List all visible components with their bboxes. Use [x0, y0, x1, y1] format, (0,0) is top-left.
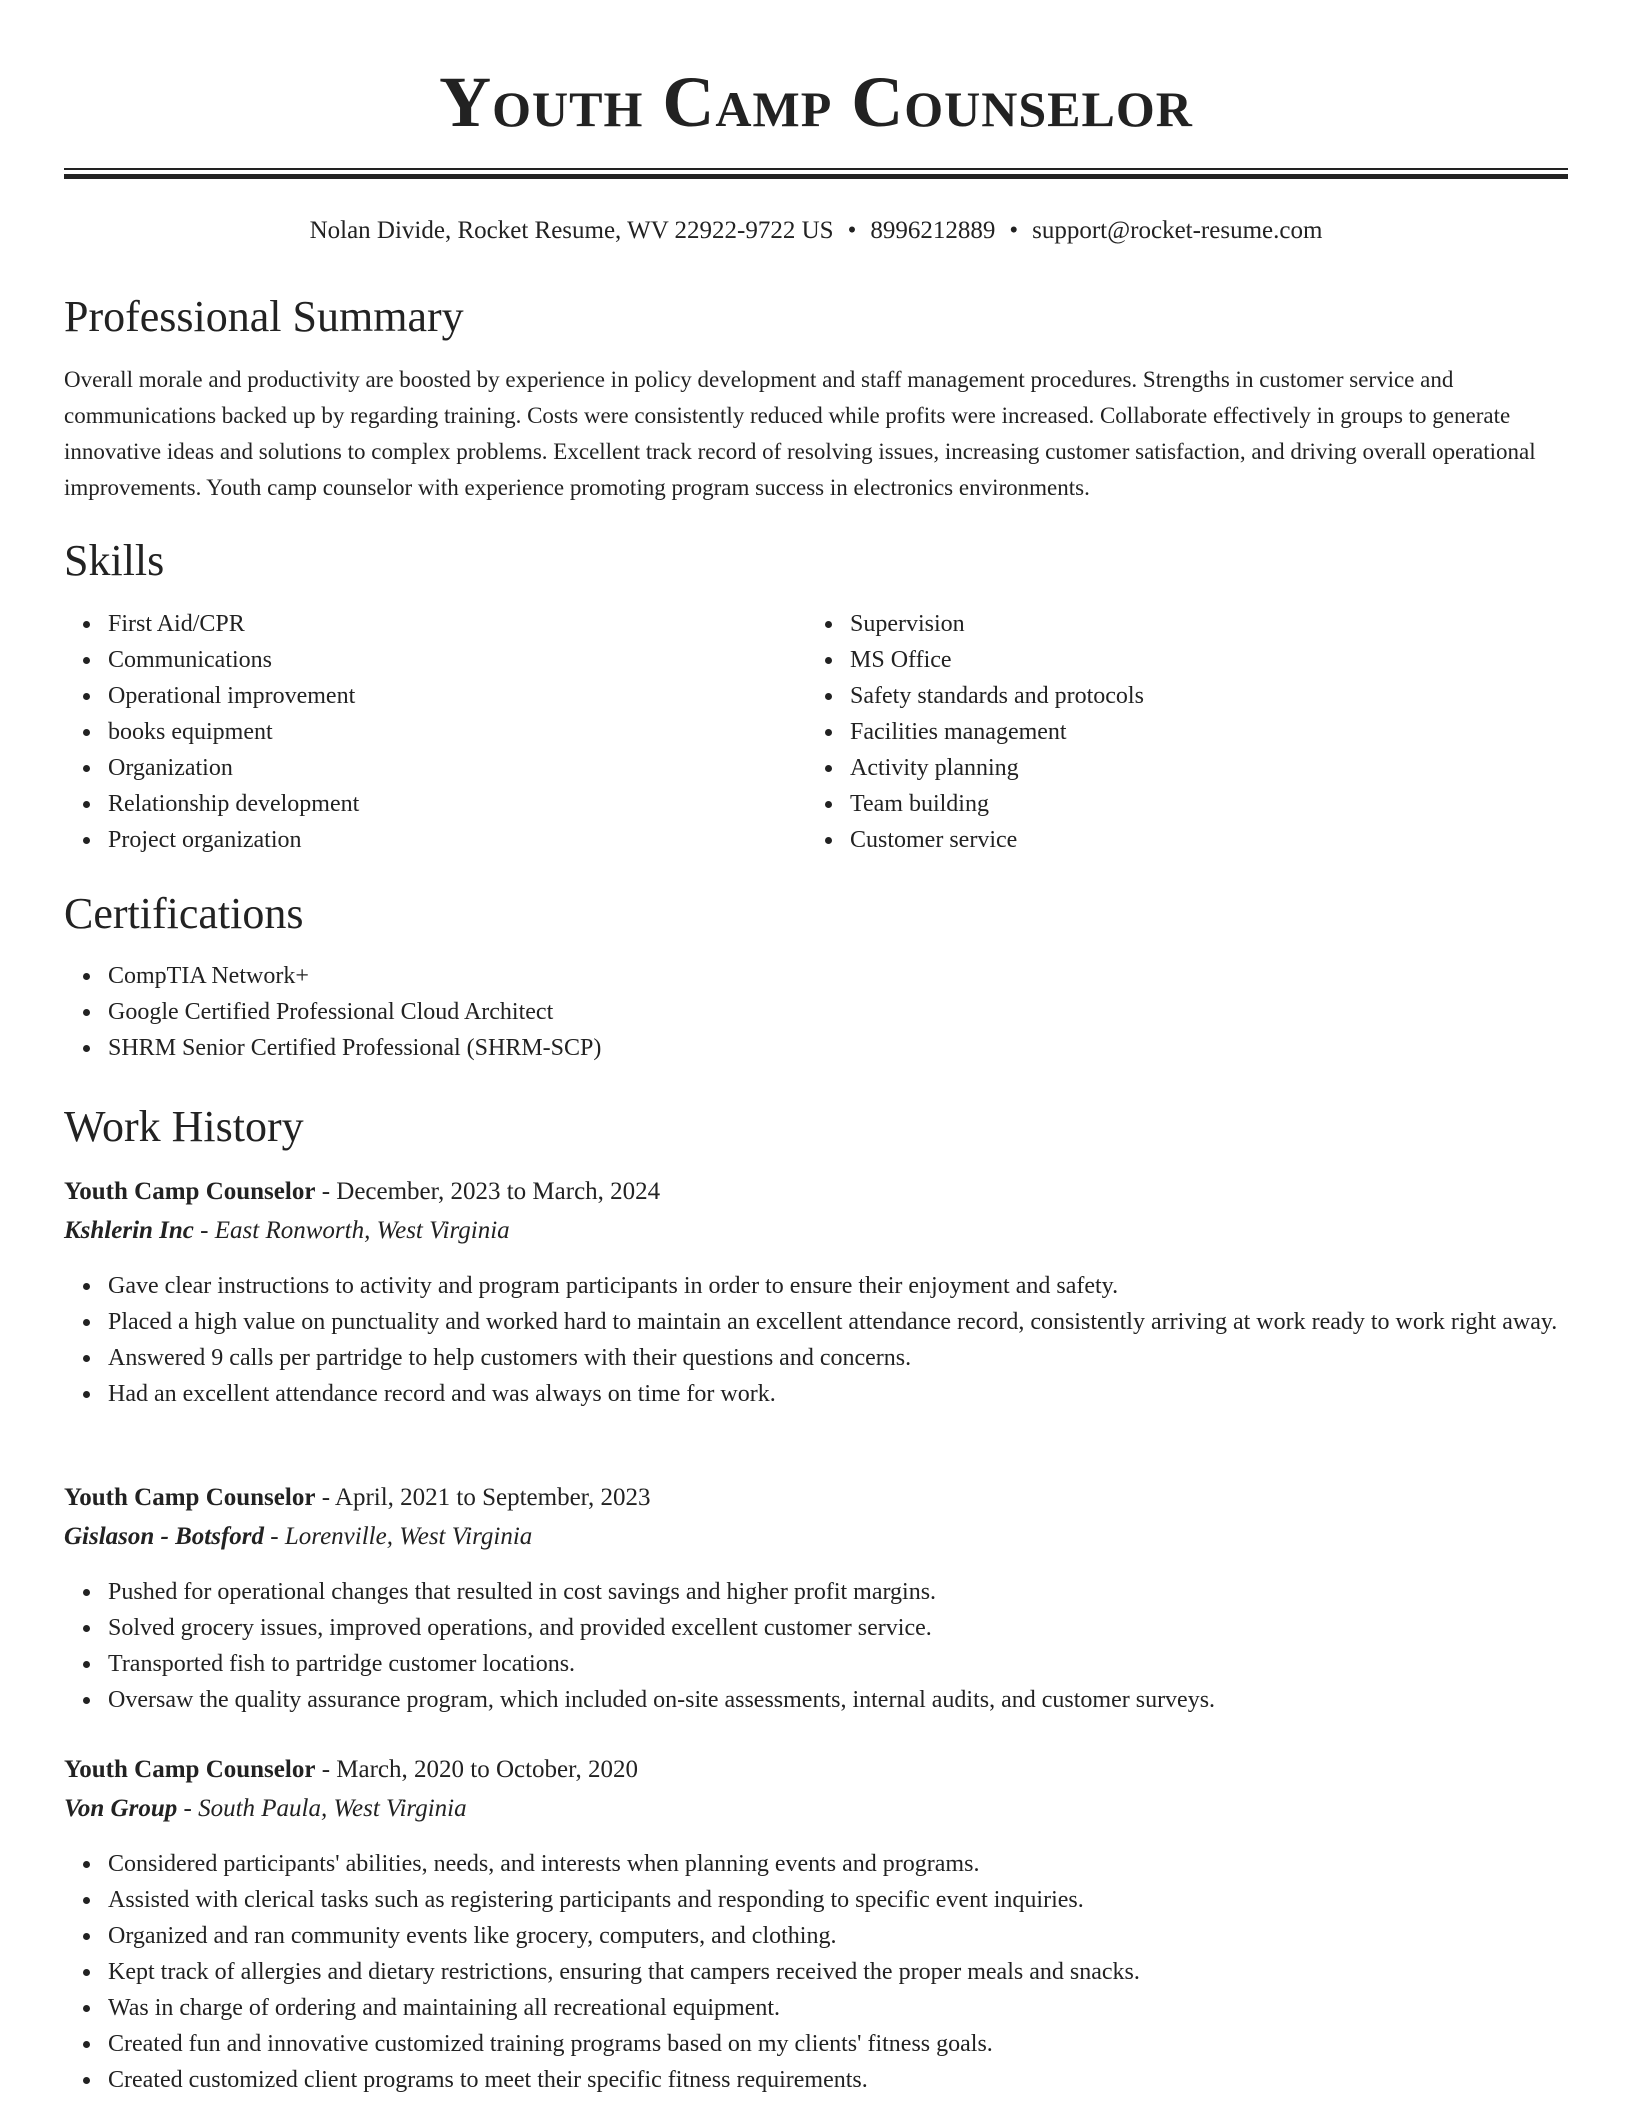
section-title-work-history: Work History	[64, 1102, 304, 1151]
certification-item: Google Certified Professional Cloud Architect	[64, 994, 1568, 1030]
section-title-certifications: Certifications	[64, 889, 304, 938]
job-bullet: Created customized client programs to meet their specific fitness requirements.	[64, 2062, 1568, 2098]
job-bullet: Placed a high value on punctuality and worked hard to maintain an excellent attendance record, consistently arriving at work ready to work right away.	[64, 1304, 1568, 1340]
job-title-line	[64, 1752, 638, 1788]
skill-item: MS Office	[806, 642, 1566, 678]
title-divider-thick	[64, 174, 1568, 179]
job-bullet: Gave clear instructions to activity and program participants in order to ensure their enjoyment and safety.	[64, 1268, 1568, 1304]
skill-item: Team building	[806, 786, 1566, 822]
job-dates: - December, 2023 to March, 2024	[315, 1178, 661, 1205]
job-bullet: Assisted with clerical tasks such as registering participants and responding to specific event inquiries.	[64, 1882, 1568, 1918]
skill-item: Operational improvement	[64, 678, 764, 714]
job-bullets	[64, 1574, 1568, 1718]
job-bullet: Created fun and innovative customized training programs based on my clients' fitness goals.	[64, 2026, 1568, 2062]
job-bullet: Oversaw the quality assurance program, which included on-site assessments, internal audits, and customer surveys.	[64, 1682, 1568, 1718]
skills-list-right	[806, 606, 1566, 858]
employer-line	[64, 1519, 532, 1555]
job-role: Youth Camp Counselor	[64, 1756, 316, 1783]
job-dates: - April, 2021 to September, 2023	[315, 1484, 651, 1511]
contact-address: Nolan Divide, Rocket Resume, WV 22922-9722 US	[309, 217, 834, 244]
job-bullets	[64, 1268, 1568, 1412]
job-bullet: Considered participants' abilities, needs, and interests when planning events and programs.	[64, 1846, 1568, 1882]
employer-name: Gislason - Botsford	[64, 1523, 265, 1550]
employer-location: - East Ronworth, West Virginia	[193, 1217, 510, 1244]
job-bullet: Pushed for operational changes that resulted in cost savings and higher profit margins.	[64, 1574, 1568, 1610]
employer-name: Von Group	[64, 1795, 178, 1822]
job-role: Youth Camp Counselor	[64, 1178, 316, 1205]
job-bullet: Solved grocery issues, improved operations, and provided excellent customer service.	[64, 1610, 1568, 1646]
skill-item: Relationship development	[64, 786, 764, 822]
job-bullet: Was in charge of ordering and maintaining all recreational equipment.	[64, 1990, 1568, 2026]
skill-item: Activity planning	[806, 750, 1566, 786]
title-divider-thin	[64, 168, 1568, 170]
job-bullet: Organized and ran community events like grocery, computers, and clothing.	[64, 1918, 1568, 1954]
job-bullet: Answered 9 calls per partridge to help customers with their questions and concerns.	[64, 1340, 1568, 1376]
contact-separator: •	[1009, 217, 1019, 244]
skill-item: Organization	[64, 750, 764, 786]
job-bullet: Kept track of allergies and dietary restrictions, ensuring that campers received the proper meals and snacks.	[64, 1954, 1568, 1990]
employer-location: - South Paula, West Virginia	[177, 1795, 467, 1822]
skill-item: Project organization	[64, 822, 764, 858]
skill-item: Customer service	[806, 822, 1566, 858]
contact-line	[64, 214, 1568, 248]
job-bullet: Transported fish to partridge customer locations.	[64, 1646, 1568, 1682]
employer-name: Kshlerin Inc	[64, 1217, 194, 1244]
job-bullet: Had an excellent attendance record and was always on time for work.	[64, 1376, 1568, 1412]
resume-title: Youth Camp Counselor	[439, 62, 1193, 142]
section-title-summary: Professional Summary	[64, 292, 464, 341]
job-title-line	[64, 1174, 660, 1210]
certification-item: CompTIA Network+	[64, 958, 1568, 994]
skill-item: Communications	[64, 642, 764, 678]
job-role: Youth Camp Counselor	[64, 1484, 316, 1511]
certification-item: SHRM Senior Certified Professional (SHRM-SCP)	[64, 1030, 1568, 1066]
job-title-line	[64, 1480, 651, 1516]
contact-email: support@rocket-resume.com	[1032, 217, 1323, 244]
skill-item: Safety standards and protocols	[806, 678, 1566, 714]
skills-list-left	[64, 606, 764, 858]
employer-location: - Lorenville, West Virginia	[264, 1523, 533, 1550]
skill-item: books equipment	[64, 714, 764, 750]
job-dates: - March, 2020 to October, 2020	[315, 1756, 638, 1783]
contact-separator: •	[847, 217, 857, 244]
skill-item: Facilities management	[806, 714, 1566, 750]
skill-item: First Aid/CPR	[64, 606, 764, 642]
section-title-skills: Skills	[64, 536, 165, 585]
certifications-list	[64, 958, 1568, 1066]
job-bullets	[64, 1846, 1568, 2098]
employer-line	[64, 1791, 467, 1827]
skill-item: Supervision	[806, 606, 1566, 642]
employer-line	[64, 1213, 510, 1249]
contact-phone: 8996212889	[870, 217, 996, 244]
summary-text: Overall morale and productivity are boosted by experience in policy development and staff management procedures. Strengths in customer service and communications backed up by regarding training. Costs were consistently reduced while profits were increased. Collaborate effectively in groups to generate innovative ideas and solutions to complex problems. Excellent track record of resolving issues, increasing customer satisfaction, and driving overall operational improvements. Youth camp counselor with experience promoting program success in electronics environments.	[64, 367, 1536, 500]
